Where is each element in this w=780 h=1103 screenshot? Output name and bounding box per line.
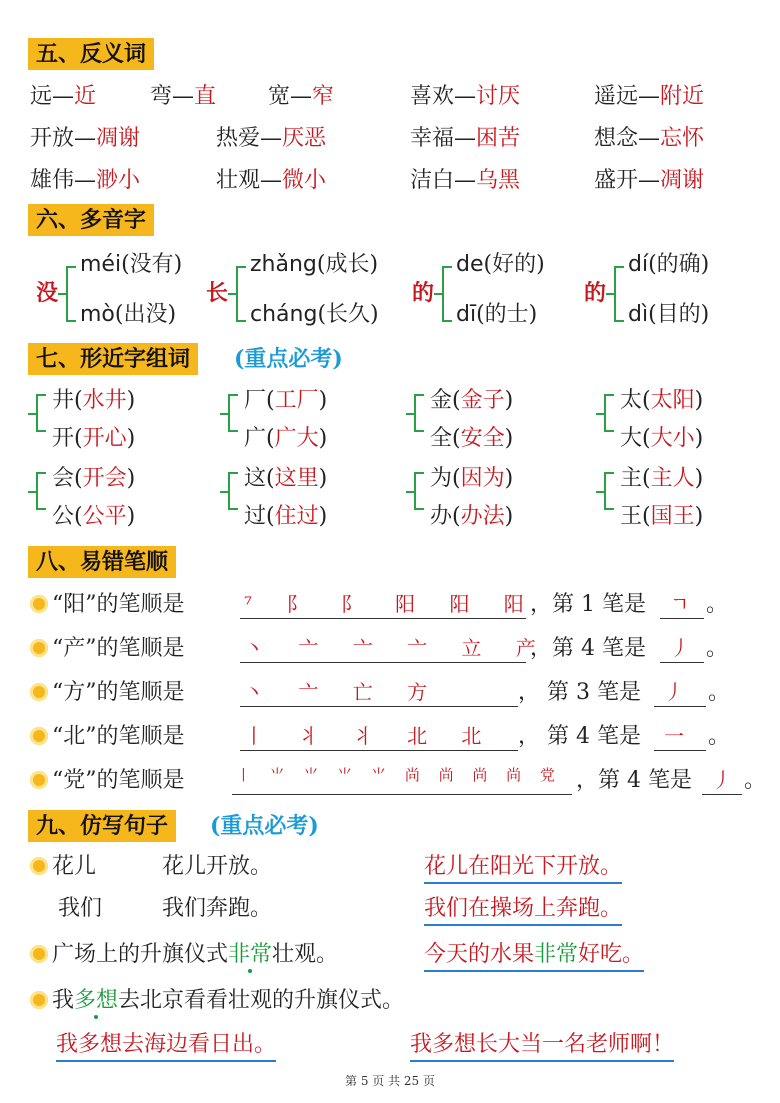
bullet-icon xyxy=(30,771,48,789)
brace-tick xyxy=(606,293,614,295)
key-exam-note-2: (重点必考) xyxy=(210,813,319,839)
similar-char-pair: 公(公平) xyxy=(52,504,136,529)
similar-char-pair: 广(广大) xyxy=(244,426,328,451)
char: 大 xyxy=(620,426,643,451)
brace-tick xyxy=(58,293,66,295)
polyphone-char: 的 xyxy=(412,280,435,306)
bullet-icon xyxy=(30,945,48,963)
char: 会 xyxy=(52,466,75,491)
char: 金 xyxy=(430,388,453,413)
sentence-answer-3 xyxy=(424,940,644,972)
example-word: (没有) xyxy=(121,252,183,277)
char: 井 xyxy=(52,388,75,413)
brace-icon xyxy=(604,472,606,510)
antonym-answer: 渺小 xyxy=(96,168,141,193)
antonym-pair xyxy=(216,124,326,154)
word-answer: 工厂 xyxy=(274,388,319,413)
sentence-answer-5a: 我多想去海边看日出。 xyxy=(56,1030,276,1062)
word-answer: 太阳 xyxy=(650,388,695,413)
antonym-word: 想念— xyxy=(594,126,661,151)
antonym-pair xyxy=(150,82,216,112)
brace-icon xyxy=(442,266,444,322)
sentence-answer-5b: 我多想长大当一名老师啊！ xyxy=(410,1030,674,1062)
word-answer: 广大 xyxy=(274,426,319,451)
pinyin: dī xyxy=(456,302,477,327)
text: 好吃。 xyxy=(578,942,645,967)
bullet-icon xyxy=(30,639,48,657)
example-word: (长久) xyxy=(317,302,379,327)
question-text: “方”的笔顺是 xyxy=(52,680,185,705)
brace-tick xyxy=(406,491,414,493)
stroke-prompt: ， 第 4 笔是 xyxy=(518,724,641,749)
sentence-example: 花儿开放。 xyxy=(162,854,273,879)
emphasis-word: 非常 xyxy=(534,942,579,967)
word-answer: 这里 xyxy=(274,466,319,491)
antonym-word: 雄伟— xyxy=(30,168,97,193)
char: 开 xyxy=(52,426,75,451)
answer-line xyxy=(654,750,706,751)
brace-tick xyxy=(228,293,236,295)
antonym-word: 洁白— xyxy=(410,168,477,193)
sentence-row-1 xyxy=(30,852,96,882)
bullet-icon xyxy=(30,683,48,701)
antonym-word: 宽— xyxy=(268,84,313,109)
sentence-row-4 xyxy=(30,986,404,1016)
stroke-answer: 一 xyxy=(664,724,684,748)
answer-line xyxy=(240,618,526,619)
antonym-pair xyxy=(594,82,704,112)
brace-tick xyxy=(220,413,228,415)
brace-icon xyxy=(414,472,416,510)
key-exam-note: (重点必考) xyxy=(234,346,343,372)
bullet-icon xyxy=(30,595,48,613)
brace-icon xyxy=(614,266,616,322)
word-answer: 开心 xyxy=(82,426,127,451)
period: 。 xyxy=(744,768,767,793)
question-text: “阳”的笔顺是 xyxy=(52,592,185,617)
similar-char-pair: 全(安全) xyxy=(430,426,514,451)
similar-char-pair: 办(办法) xyxy=(430,504,514,529)
antonym-pair xyxy=(216,166,326,196)
stroke-question xyxy=(30,634,185,664)
bullet-icon xyxy=(30,857,48,875)
stroke-answer: 丿 xyxy=(664,680,684,704)
similar-char-pair: 王(国王) xyxy=(620,504,704,529)
pinyin: dì xyxy=(628,302,649,327)
antonym-answer: 乌黑 xyxy=(476,168,521,193)
char: 主 xyxy=(620,466,643,491)
brace-icon xyxy=(36,394,38,432)
char: 全 xyxy=(430,426,453,451)
stroke-question xyxy=(30,590,185,620)
similar-char-pair: 为(因为) xyxy=(430,466,514,491)
char: 广 xyxy=(244,426,267,451)
similar-char-pair: 过(住过) xyxy=(244,504,328,529)
section-title-sentences: 九、仿写句子 xyxy=(28,810,176,842)
sentence-example: 我们奔跑。 xyxy=(162,896,273,921)
answer-line xyxy=(660,618,704,619)
brace-tick xyxy=(28,413,36,415)
word-answer: 开会 xyxy=(82,466,127,491)
char: 公 xyxy=(52,504,75,529)
antonym-word: 壮观— xyxy=(216,168,283,193)
bullet-icon xyxy=(30,727,48,745)
char: 太 xyxy=(620,388,643,413)
answer-line xyxy=(654,706,706,707)
brace-icon xyxy=(228,394,230,432)
polyphone-reading-b xyxy=(456,300,537,330)
antonym-word: 热爱— xyxy=(216,126,283,151)
pinyin: méi xyxy=(80,252,122,277)
period: 。 xyxy=(708,680,731,705)
answer-line xyxy=(240,662,526,663)
antonym-pair xyxy=(30,82,96,112)
similar-char-pair: 开(开心) xyxy=(52,426,136,451)
pinyin: cháng xyxy=(250,302,318,327)
word-answer: 安全 xyxy=(460,426,505,451)
stroke-answer: ㄱ xyxy=(670,592,690,616)
stroke-sequence: 丨 ⺌ ⺌ ⺌ ⺌ 尚 尚 尚 尚 党 xyxy=(236,766,562,784)
antonym-word: 弯— xyxy=(150,84,195,109)
word-answer: 国王 xyxy=(650,504,695,529)
section-title-stroke-order: 八、易错笔顺 xyxy=(28,546,176,578)
antonym-pair xyxy=(594,166,704,196)
brace-icon xyxy=(66,266,68,322)
char: 过 xyxy=(244,504,267,529)
stroke-sequence: 丶 亠 亠 亠 立 产 xyxy=(244,636,550,660)
example-word: (成长) xyxy=(316,252,379,277)
example-word: (目的) xyxy=(648,302,710,327)
similar-char-pair: 大(大小) xyxy=(620,426,704,451)
text: 我 xyxy=(52,988,75,1013)
answer-line xyxy=(240,750,518,751)
antonym-word: 远— xyxy=(30,84,75,109)
antonym-word: 盛开— xyxy=(594,168,661,193)
stroke-answer: 丿 xyxy=(670,636,690,660)
char: 厂 xyxy=(244,388,267,413)
antonym-pair xyxy=(30,166,140,196)
example-word: (的士) xyxy=(476,302,538,327)
antonym-answer: 窄 xyxy=(312,84,335,109)
text: 广场上的升旗仪式 xyxy=(52,942,229,967)
antonym-answer: 微小 xyxy=(282,168,327,193)
antonym-answer: 直 xyxy=(194,84,217,109)
stroke-sequence: ⁷ ⻖ ⻖ 阳 阳 阳 xyxy=(244,592,538,616)
stroke-sequence: 丨 ⺦ ⺦ 北 北 xyxy=(244,724,496,748)
brace-icon xyxy=(228,472,230,510)
polyphone-char: 长 xyxy=(206,280,229,306)
char: 为 xyxy=(430,466,453,491)
antonym-pair xyxy=(268,82,334,112)
brace-tick xyxy=(596,491,604,493)
section-title-similar-chars: 七、形近字组词 xyxy=(28,343,198,375)
antonym-answer: 忘怀 xyxy=(660,126,705,151)
polyphone-reading-b xyxy=(80,300,176,330)
word-answer: 因为 xyxy=(460,466,505,491)
sentence-row-3 xyxy=(30,940,338,970)
period: 。 xyxy=(708,724,731,749)
stroke-prompt: ，第 4 笔是 xyxy=(576,768,692,793)
word-answer: 大小 xyxy=(650,426,695,451)
answer-line xyxy=(240,706,518,707)
antonym-word: 喜欢— xyxy=(410,84,477,109)
example-word: (好的) xyxy=(483,252,545,277)
page-footer: 第 5 页 共 25 页 xyxy=(345,1074,435,1088)
brace-icon xyxy=(236,266,238,322)
word: 我们 xyxy=(58,896,103,921)
word: 花儿 xyxy=(52,854,97,879)
brace-tick xyxy=(406,413,414,415)
char: 王 xyxy=(620,504,643,529)
brace-icon xyxy=(36,472,38,510)
antonym-pair xyxy=(410,166,520,196)
polyphone-reading-b xyxy=(628,300,709,330)
text: 去北京看看壮观的升旗仪式。 xyxy=(118,988,405,1013)
similar-char-pair: 这(这里) xyxy=(244,466,328,491)
similar-char-pair: 太(太阳) xyxy=(620,388,704,413)
question-text: “党”的笔顺是 xyxy=(52,768,185,793)
similar-char-pair: 井(水井) xyxy=(52,388,136,413)
polyphone-reading-b xyxy=(250,300,379,330)
similar-char-pair: 会(开会) xyxy=(52,466,136,491)
similar-char-pair: 厂(工厂) xyxy=(244,388,328,413)
brace-icon xyxy=(604,394,606,432)
antonym-pair xyxy=(30,124,140,154)
stroke-question xyxy=(30,722,185,752)
word-answer: 办法 xyxy=(460,504,505,529)
antonym-word: 幸福— xyxy=(410,126,477,151)
brace-tick xyxy=(434,293,442,295)
pinyin: de xyxy=(456,252,484,277)
stroke-question xyxy=(30,678,185,708)
answer-line xyxy=(702,794,742,795)
stroke-question xyxy=(30,766,185,796)
sentence-answer: 花儿在阳光下开放。 xyxy=(424,852,622,884)
stroke-sequence: 丶 亠 亡 方 xyxy=(244,680,442,704)
sentence-answer: 我们在操场上奔跑。 xyxy=(424,894,622,926)
answer-line xyxy=(232,794,572,795)
word-answer: 公平 xyxy=(82,504,127,529)
antonym-word: 遥远— xyxy=(594,84,661,109)
polyphone-reading-a xyxy=(456,250,545,280)
emphasis-word: 多想 xyxy=(74,988,119,1013)
answer-line xyxy=(660,662,704,663)
antonym-answer: 附近 xyxy=(660,84,705,109)
word-answer: 住过 xyxy=(274,504,319,529)
polyphone-char: 没 xyxy=(36,280,59,306)
antonym-answer: 凋谢 xyxy=(96,126,141,151)
bullet-icon xyxy=(30,991,48,1009)
text: 今天的水果 xyxy=(424,942,535,967)
question-text: “北”的笔顺是 xyxy=(52,724,185,749)
example-word: (出没) xyxy=(114,302,177,327)
emphasis-word: 非常 xyxy=(228,942,273,967)
period: 。 xyxy=(706,592,729,617)
question-text: “产”的笔顺是 xyxy=(52,636,185,661)
polyphone-char: 的 xyxy=(584,280,607,306)
polyphone-reading-a xyxy=(628,250,709,280)
section-title-polyphones: 六、多音字 xyxy=(28,204,154,236)
brace-icon xyxy=(414,394,416,432)
antonym-answer: 近 xyxy=(74,84,97,109)
similar-char-pair: 主(主人) xyxy=(620,466,704,491)
antonym-pair xyxy=(410,124,520,154)
word-answer: 金子 xyxy=(460,388,505,413)
period: 。 xyxy=(706,636,729,661)
word-answer: 主人 xyxy=(650,466,695,491)
antonym-pair xyxy=(410,82,520,112)
antonym-answer: 讨厌 xyxy=(476,84,521,109)
stroke-prompt: ，第 4 笔是 xyxy=(530,636,646,661)
section-title-antonyms: 五、反义词 xyxy=(28,38,154,70)
word-answer: 水井 xyxy=(82,388,127,413)
pinyin: dí xyxy=(628,252,649,277)
pinyin: mò xyxy=(80,302,115,327)
antonym-answer: 厌恶 xyxy=(282,126,327,151)
text: 壮观。 xyxy=(272,942,339,967)
polyphone-reading-a xyxy=(250,250,378,280)
antonym-pair xyxy=(594,124,704,154)
antonym-answer: 凋谢 xyxy=(660,168,705,193)
example-word: (的确) xyxy=(648,252,710,277)
char: 办 xyxy=(430,504,453,529)
similar-char-pair: 金(金子) xyxy=(430,388,514,413)
polyphone-reading-a xyxy=(80,250,182,280)
stroke-answer: 丿 xyxy=(712,768,732,792)
brace-tick xyxy=(596,413,604,415)
brace-tick xyxy=(28,491,36,493)
antonym-answer: 困苦 xyxy=(476,126,521,151)
char: 这 xyxy=(244,466,267,491)
pinyin: zhǎng xyxy=(250,252,317,277)
stroke-prompt: ，第 1 笔是 xyxy=(530,592,646,617)
antonym-word: 开放— xyxy=(30,126,97,151)
brace-tick xyxy=(220,491,228,493)
stroke-prompt: ， 第 3 笔是 xyxy=(518,680,641,705)
